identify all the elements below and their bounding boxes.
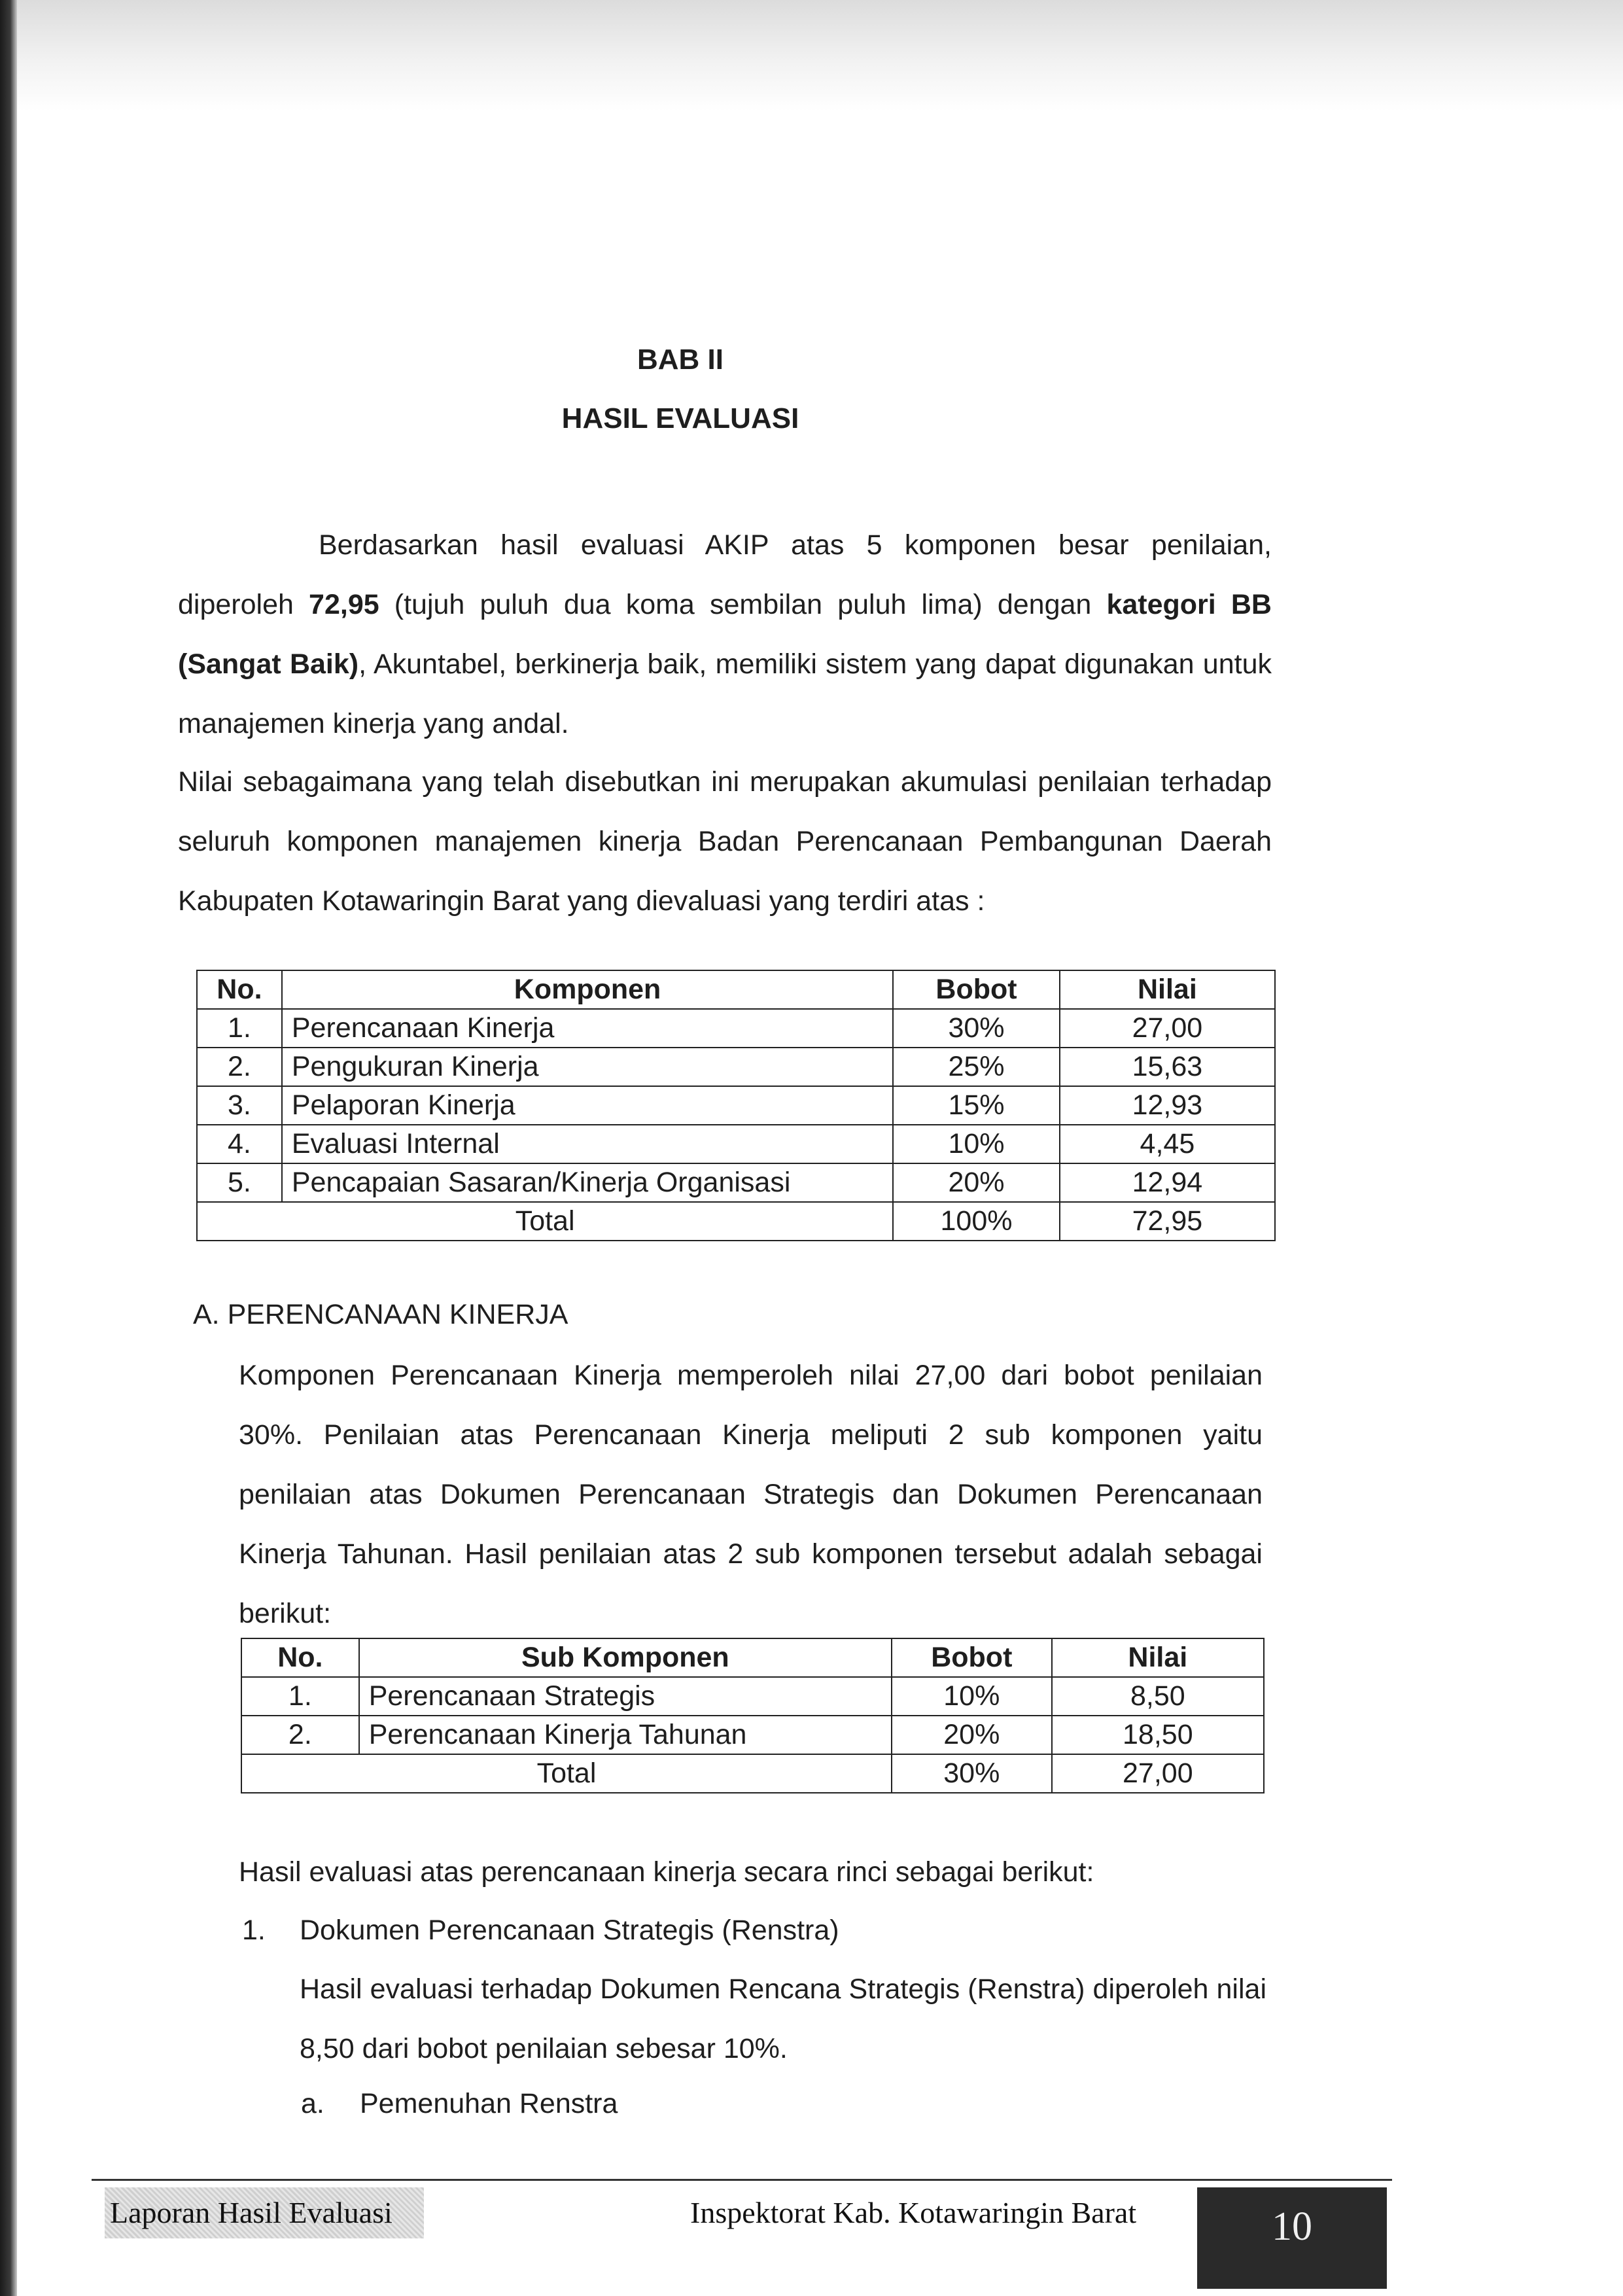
header-no: No. (241, 1638, 359, 1677)
details-intro: Hasil evaluasi atas perencanaan kinerja secara rinci sebagai berikut: (239, 1856, 1094, 1888)
scan-shadow (0, 0, 1623, 111)
header-no: No. (197, 970, 282, 1009)
item-1-title: Dokumen Perencanaan Strategis (Renstra) (300, 1915, 839, 1946)
footer-divider (92, 2179, 1392, 2181)
table-total-row: Total 30% 27,00 (241, 1754, 1264, 1793)
table-header-row (241, 1638, 1264, 1677)
section-a-paragraph: Komponen Perencanaan Kinerja memperoleh nilai 27,00 dari bobot penilaian 30%. Penilaian atas Perencanaan Kinerja meliputi 2 sub komponen yaitu penilaian atas Dokumen Perencanaan Strategis dan Dokumen Perencanaan Kinerja Tahunan. Hasil penilaian atas 2 sub komponen tersebut adalah sebagai berikut: (239, 1360, 1263, 1629)
table-row: 2. Perencanaan Kinerja Tahunan 20% 18,50 (241, 1716, 1264, 1754)
sub-item-a-title: Pemenuhan Renstra (360, 2088, 618, 2119)
section-a-title: A. PERENCANAAN KINERJA (193, 1299, 568, 1330)
header-weight: Bobot (892, 1638, 1052, 1677)
table-header-row (197, 970, 1275, 1009)
final-score: 72,95 (309, 589, 379, 620)
item-1-text: Hasil evaluasi terhadap Dokumen Rencana Strategis (Renstra) diperoleh nilai 8,50 dari bobot penilaian sebesar 10%. (300, 1973, 1266, 2064)
score-category: kategori BB (Sangat Baik) (178, 589, 1272, 680)
footer-report-title: Laporan Hasil Evaluasi (105, 2187, 424, 2238)
footer-institution: Inspektorat Kab. Kotawaringin Barat (690, 2196, 1137, 2229)
table-row: 1. Perencanaan Strategis 10% 8,50 (241, 1677, 1264, 1716)
header-score: Nilai (1060, 970, 1275, 1009)
table-row: 2. Pengukuran Kinerja 25% 15,63 (197, 1048, 1275, 1086)
header-sub-component: Sub Komponen (359, 1638, 892, 1677)
table-row: 3. Pelaporan Kinerja 15% 12,93 (197, 1086, 1275, 1125)
sub-component-score-table (241, 1638, 1265, 1793)
intro-paragraph-1: Berdasarkan hasil evaluasi AKIP atas 5 komponen besar penilaian, diperoleh 72,95 (tujuh puluh dua koma sembilan puluh lima) dengan kategori BB (Sangat Baik), Akuntabel, berkinerja baik, memiliki sistem yang dapat digunakan untuk manajemen kinerja yang andal. (178, 529, 1272, 739)
scan-binding-edge (0, 0, 17, 2296)
header-score: Nilai (1052, 1638, 1264, 1677)
item-1-number: 1. (242, 1915, 266, 1946)
intro-paragraph-2: Nilai sebagaimana yang telah disebutkan ini merupakan akumulasi penilaian terhadap seluruh komponen manajemen kinerja Badan Perencanaan Pembangunan Daerah Kabupaten Kotawaringin Barat yang dievaluasi yang terdiri atas : (178, 766, 1272, 917)
header-component: Komponen (282, 970, 893, 1009)
table-row: 4. Evaluasi Internal 10% 4,45 (197, 1125, 1275, 1163)
chapter-label: BAB II (637, 344, 724, 376)
header-weight: Bobot (893, 970, 1060, 1009)
component-score-table (196, 970, 1276, 1241)
sub-item-a-letter: a. (301, 2088, 324, 2119)
table-row: 1. Perencanaan Kinerja 30% 27,00 (197, 1009, 1275, 1048)
table-total-row: Total 100% 72,95 (197, 1202, 1275, 1241)
page-number: 10 (1197, 2187, 1387, 2289)
chapter-title: HASIL EVALUASI (561, 402, 799, 434)
table-row: 5. Pencapaian Sasaran/Kinerja Organisasi 20% 12,94 (197, 1163, 1275, 1202)
